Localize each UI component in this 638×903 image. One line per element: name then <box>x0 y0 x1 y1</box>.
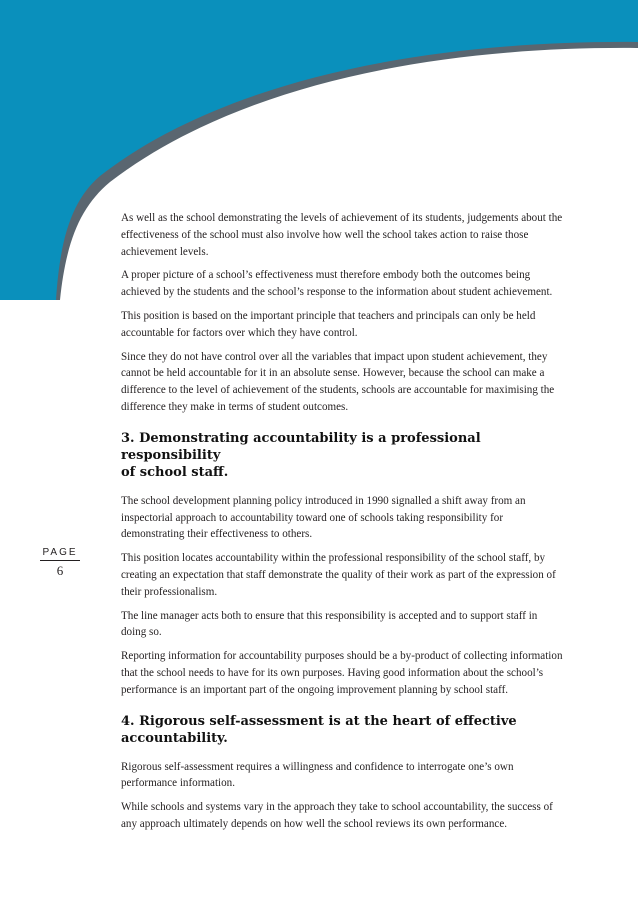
body-content <box>121 210 563 840</box>
paragraph: While schools and systems vary in the approach they take to school accountability, the success of any approach ultimately depends on how well the school reviews its own performance. <box>121 801 553 830</box>
paragraph: Rigorous self-assessment requires a willingness and confidence to interrogate one’s own performance information. <box>121 760 514 790</box>
page-word: PAGE <box>40 547 80 561</box>
heading-line: 3. Demonstrating accountability is a professional responsibility <box>121 430 481 463</box>
paragraph: The school development planning policy introduced in 1990 signalled a shift away from an inspectorial approach to accountability toward one of schools taking responsibility for demonstrating their effectiveness to others. <box>121 494 526 541</box>
paragraph: The line manager acts both to ensure that this responsibility is accepted and to support staff in doing so. <box>121 609 538 639</box>
paragraph: Since they do not have control over all the variables that impact upon student achievement, they cannot be held accountable for it in an absolute sense. However, because the school can make a difference to the level of achievement of the students, schools are accountable for maximising the difference they make in terms of student outcomes. <box>121 350 555 413</box>
page-number: 6 <box>56 563 64 578</box>
paragraph: This position locates accountability within the professional responsibility of the school staff, by creating an expectation that staff demonstrate the quality of their work as part of the expression of their professionalism. <box>121 552 556 598</box>
paragraph: As well as the school demonstrating the levels of achievement of its students, judgements about the effectiveness of the school must also involve how well the school takes action to raise those achievement levels. <box>121 212 563 258</box>
heading-line: of school staff. <box>121 464 229 480</box>
section-heading-4: 4. Rigorous self-assessment is at the heart of effective accountability. <box>121 713 517 746</box>
page-number-label <box>40 547 80 579</box>
paragraph: A proper picture of a school’s effectiveness must therefore embody both the outcomes being achieved by the students and the school’s response to the information about student achievement. <box>121 269 553 299</box>
paragraph: This position is based on the important principle that teachers and principals can only be held accountable for factors over which they have control. <box>121 309 536 339</box>
paragraph: Reporting information for accountability purposes should be a by-product of collecting information that the school needs to have for its own purposes. Having good information about the school’s performance is an important part of the ongoing improvement planning by school staff. <box>121 650 563 696</box>
section-heading-3 <box>121 430 563 481</box>
